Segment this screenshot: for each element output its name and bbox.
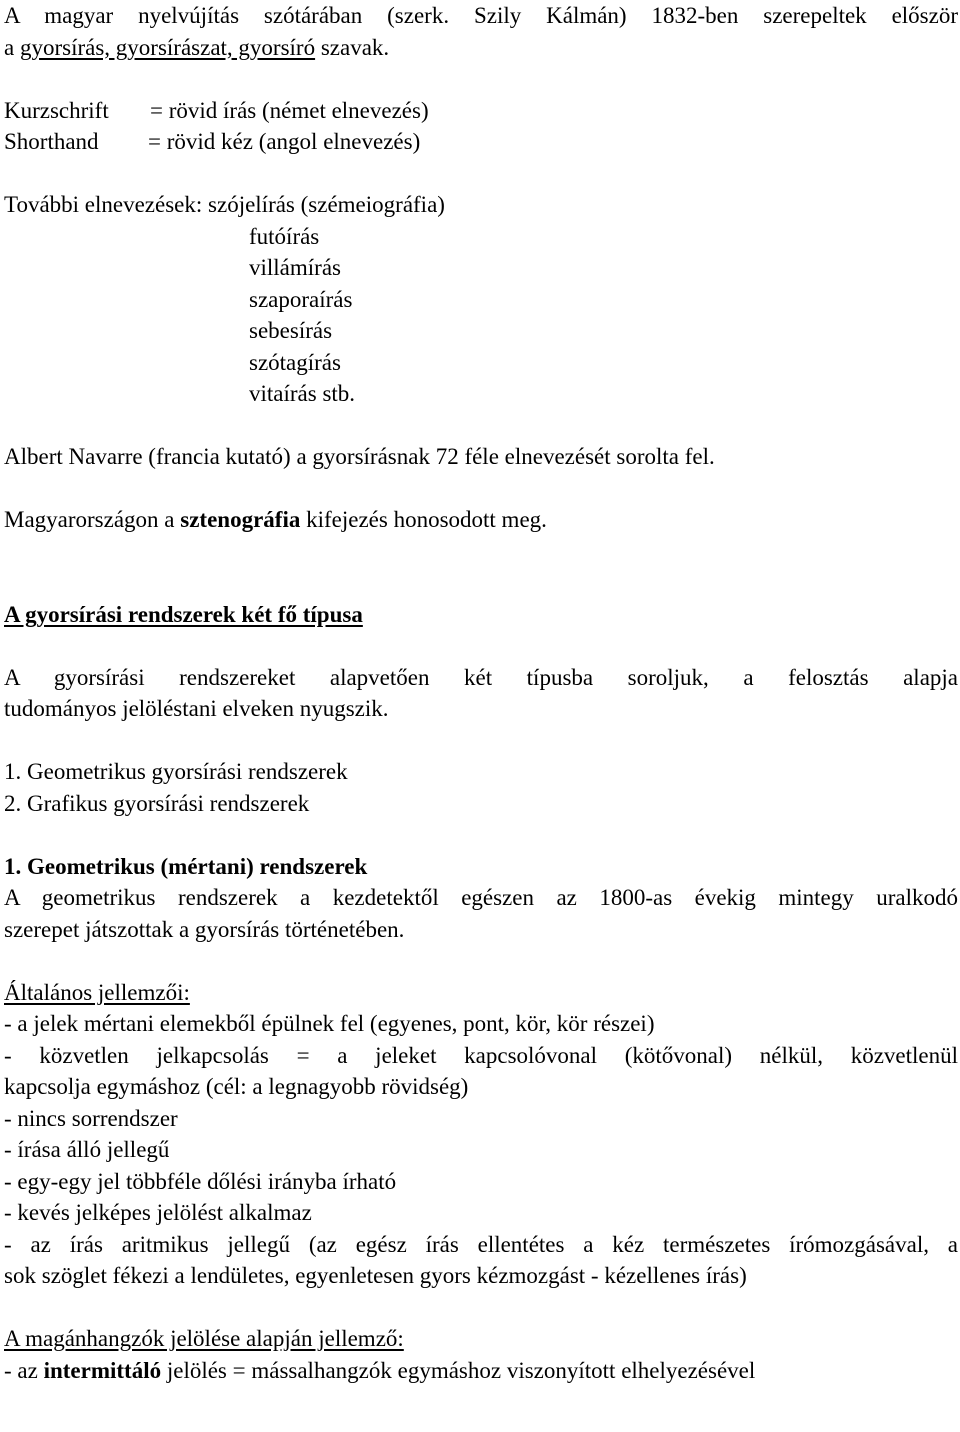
other-name-item: vitaírás stb. [249,381,356,406]
term-meaning: = rövid kéz (angol elnevezés) [148,129,421,154]
other-name-item: szaporaírás [249,286,353,312]
general-item: - nincs sorrendszer [4,1105,178,1131]
other-names-first-line [4,189,958,221]
intro-line-2-prefix: a [4,34,20,60]
types-list-item: 2. Grafikus gyorsírási rendszerek [4,790,310,816]
hungary-prefix: Magyarországon a [4,507,181,532]
geo-paragraph-line-2: szerepet játszottak a gyorsírás történetében. [4,916,405,942]
general-item: - közvetlen jelkapcsolás = a jeleket kapcsolóvonal (kötővonal) nélkül, közvetlenül [4,1042,958,1068]
term-row-kurzschrift [4,95,958,127]
hungary-suffix: kifejezés honosodott meg. [300,507,547,532]
other-names-list [4,221,958,410]
term-name: Shorthand [4,129,99,154]
document-page [4,0,958,1386]
general-item: kapcsolja egymáshoz (cél: a legnagyobb rövidség) [4,1074,469,1099]
types-paragraph-line-2: tudományos jelöléstani elveken nyugszik. [4,696,389,721]
general-item: - egy-egy jel többféle dőlési irányba írható [4,1168,397,1194]
navarre-paragraph: Albert Navarre (francia kutató) a gyorsírásnak 72 féle elnevezését sorolta fel. [4,444,715,469]
geo-heading: 1. Geometrikus (mértani) rendszerek [4,853,368,879]
other-names-first: szójelírás (szémeiográfia) [208,192,445,217]
general-item: - az írás aritmikus jellegű (az egész írás ellentétes a kéz természetes írómozgásával, a [4,1231,958,1257]
types-list-item: 1. Geometrikus gyorsírási rendszerek [4,759,348,784]
other-names-lead: További elnevezések: [4,192,209,217]
other-name-item: szótagírás [249,349,341,375]
vowel-bold-term: intermittáló [43,1357,162,1383]
geo-paragraph-line-1: A geometrikus rendszerek a kezdetektől egészen az 1800-as évekig mintegy uralkodó [4,885,958,910]
vowel-suffix: jelölés = mássalhangzók egymáshoz viszonyított elhelyezésével [161,1357,756,1383]
general-item: - kevés jelképes jelölést alkalmaz [4,1200,312,1225]
intro-line-2-suffix: szavak. [315,34,390,60]
term-meaning: = rövid írás (német elnevezés) [150,97,429,123]
hungary-bold-term: sztenográfia [180,507,301,532]
term-name: Kurzschrift [4,97,109,123]
other-name-item: futóírás [249,223,320,249]
hungary-paragraph [4,504,958,536]
other-name-item: sebesírás [249,318,333,343]
general-item: sok szöglet fékezi a lendületes, egyenletesen gyors kézmozgást - kézellenes írás) [4,1263,747,1288]
other-name-item: villámírás [249,255,341,280]
vowel-line [4,1355,958,1387]
general-item: - írása álló jellegű [4,1137,170,1162]
vowel-heading: A magánhangzók jelölése alapján jellemző: [4,1326,404,1351]
general-item: - a jelek mértani elemekből épülnek fel (egyenes, pont, kör, kör részei) [4,1011,655,1036]
types-paragraph-line-1: A gyorsírási rendszereket alapvetően két típusba soroljuk, a felosztás alapja [4,664,958,690]
types-heading: A gyorsírási rendszerek két fő típusa [4,601,363,627]
vowel-prefix: - az [4,1357,44,1383]
general-heading: Általános jellemzői: [4,979,190,1005]
intro-underlined-terms: gyorsírás, gyorsírászat, gyorsíró [19,34,316,60]
intro-line-1: A magyar nyelvújítás szótárában (szerk. Szily Kálmán) 1832-ben szerepeltek először [4,3,958,28]
intro-line-2 [4,32,958,64]
term-row-shorthand [4,126,958,158]
